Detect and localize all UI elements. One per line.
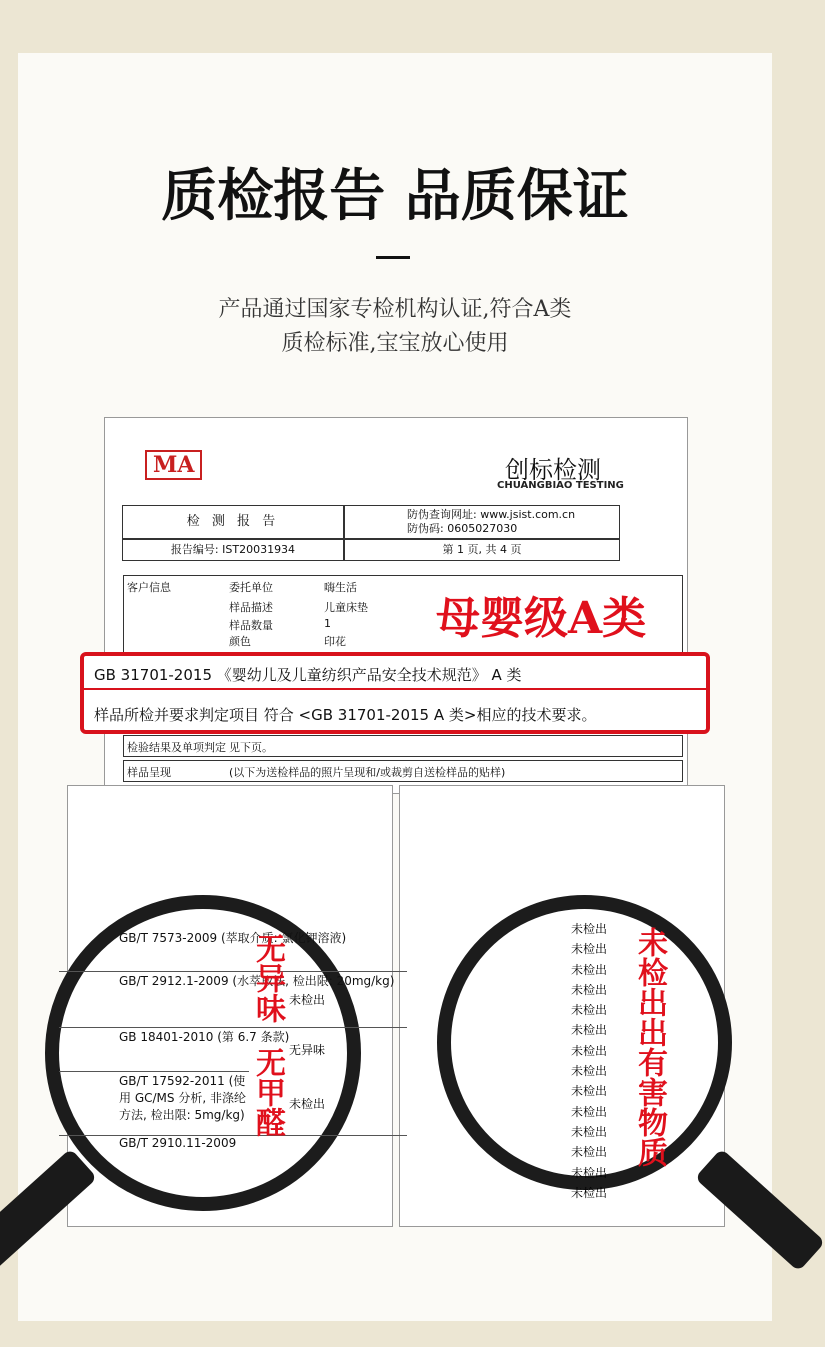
- doc-title: 检 测 报 告: [122, 505, 344, 539]
- cma-logo-icon: MA: [145, 450, 202, 480]
- brand-name: 创标检测: [505, 456, 601, 484]
- page-count: 第 1 页, 共 4 页: [344, 539, 620, 561]
- report-number: 报告编号: IST20031934: [122, 539, 344, 561]
- page-title: 质检报告 品质保证: [161, 163, 629, 229]
- brand-english: CHUANGBIAO TESTING: [497, 480, 624, 491]
- standard-text: GB 31701-2015 《婴幼儿及儿童纺织产品安全技术规范》 A 类: [94, 666, 522, 684]
- appearance-row: 样品呈现 (以下为送检样品的照片呈现和/或裁剪自送检样品的贴样): [123, 760, 683, 782]
- client-info-table: 客户信息 委托单位 嗨生活 样品描述 儿童床垫 样品数量 1 颜色 印花: [123, 575, 683, 653]
- title-divider: [376, 256, 410, 259]
- no-formaldehyde-label: 无甲醛: [250, 1047, 285, 1137]
- subtitle-line-2: 质检标准,宝宝放心使用: [281, 331, 509, 356]
- conclusion-text: 样品所检并要求判定项目 符合 <GB 31701-2015 A 类>相应的技术要求。: [94, 706, 597, 724]
- subtitle-line-1: 产品通过国家专检机构认证,符合A类: [218, 297, 572, 322]
- grade-badge: 母婴级A类: [436, 593, 647, 644]
- result-row: 检验结果及单项判定 见下页。: [123, 735, 683, 757]
- no-odor-label: 无异味: [250, 933, 285, 1023]
- query-info: 防伪查询网址: www.jsist.com.cn 防伪码: 0605027030: [344, 505, 620, 539]
- standard-highlight: [80, 652, 710, 734]
- no-harmful-substances-label: 未检出出有害物质: [632, 927, 667, 1167]
- left-magnifier: GB/T 7573-2009 (萃取介质: 氯化钾溶液) GB/T 2912.1-2009 (水萃取法, 检出限: 20mg/kg) GB 18401-2010 (第 6.7 条款) GB/T 17592-2011 (使用 GC/MS 分析, 非涤纶方法, 检出限: 5mg/kg) GB/T 2910.11-2009 未检出 无异味 未检出 无异味 无甲醛: [45, 895, 361, 1211]
- right-magnifier: 未检出 未检出 未检出 未检出 未检出 未检出 未检出 未检出 未检出 未检出 未检出 未检出 未检出 未检出 未检出出有害物质: [437, 895, 732, 1190]
